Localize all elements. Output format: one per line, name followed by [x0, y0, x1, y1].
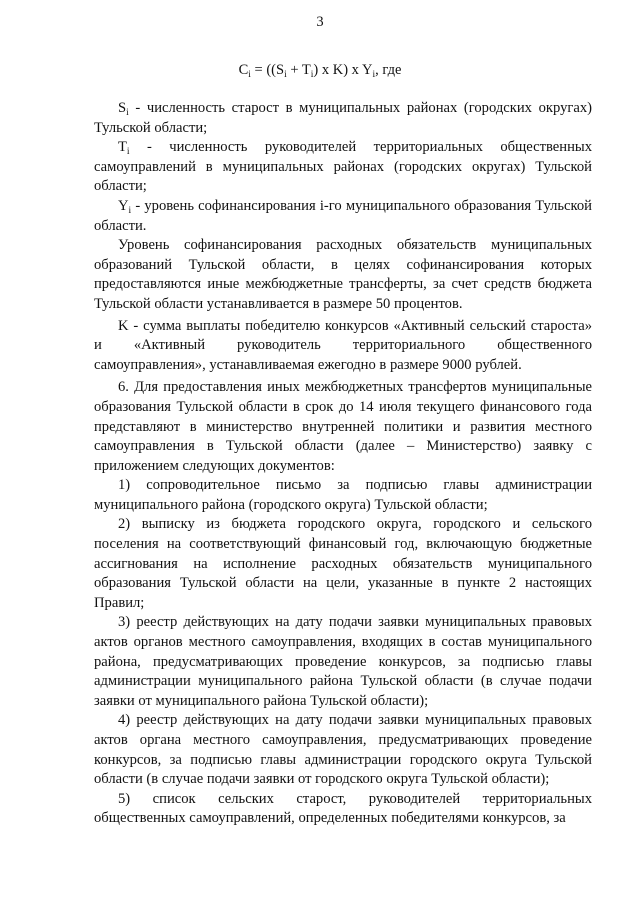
list-item-document-1: 1) сопроводительное письмо за подписью главы администрации муниципального района (городского округа) Тульской области; [94, 477, 592, 513]
paragraph-item-6: 6. Для предоставления иных межбюджетных трансфертов муниципальные образования Тульской области в срок до 14 июля текущего финансового года представляют в министерство внутренней политики и развития местного самоуправления в Тульской области (далее – Министерство) заявку с приложением следующих документов: [94, 379, 592, 474]
formula-eq: = ((S [250, 62, 285, 78]
formula-tail: , где [375, 62, 402, 78]
formula-c-sub: i [248, 70, 251, 80]
formula-c: C [238, 62, 249, 78]
formula-y-sub: i [372, 70, 376, 80]
definition-y: $Y_i$ - уровень софинансирования i-го муниципального образования Тульской области. [94, 197, 592, 234]
formula-close: ) x K) x Y [313, 62, 373, 78]
document-body [94, 99, 592, 829]
definition-s: $S_i$ - численность старост в муниципальных районах (городских округах) Тульской области; [94, 100, 592, 136]
list-item-document-2: 2) выписку из бюджета городского округа, городского и сельского поселения на соответствующий финансовый год, включающую бюджетные ассигнования на исполнение расходных обязательств муниципального образования Тульской области на цели, указанные в пункте 2 настоящих Правил; [94, 516, 592, 611]
formula-plus: + T [286, 62, 311, 78]
formula-s-sub: i [284, 70, 287, 80]
formula-t-sub: i [310, 70, 314, 80]
list-item-document-5: 5) список сельских старост, руководителей территориальных общественных самоуправлений, определенных победителями конкурсов, за [94, 790, 592, 827]
page-number: 3 [316, 14, 324, 30]
definition-t: $T_i$ - численность руководителей территориальных общественных самоуправлений в муниципальных районах (городских округах) Тульской области; [94, 139, 592, 195]
formula [0, 62, 640, 79]
paragraph-cofinancing: Уровень софинансирования расходных обязательств муниципальных образований Тульской области, в целях софинансирования которых предоставляются иные межбюджетные трансферты, за счет средств бюджета Тульской области устанавливается в размере 50 процентов. [94, 237, 592, 312]
paragraph-k-definition: K - сумма выплаты победителю конкурсов «Активный сельский староста» и «Активный руководитель территориального общественного самоуправления», устанавливаемая ежегодно в размере 9000 рублей. [94, 317, 592, 373]
list-item-document-4: 4) реестр действующих на дату подачи заявки муниципальных правовых актов органа местного самоуправления, предусматривающих проведение конкурсов, за подписью главы администрации городского округа Тульской области (в случае подачи заявки от городского округа Тульской области); [94, 712, 592, 788]
list-item-document-3: 3) реестр действующих на дату подачи заявки муниципальных правовых актов органов местного самоуправления, входящих в состав муниципального района, предусматривающих проведение конкурсов, за подписью главы администрации муниципального района Тульской области (в случае подачи заявки от муниципального района Тульской области); [94, 614, 592, 709]
